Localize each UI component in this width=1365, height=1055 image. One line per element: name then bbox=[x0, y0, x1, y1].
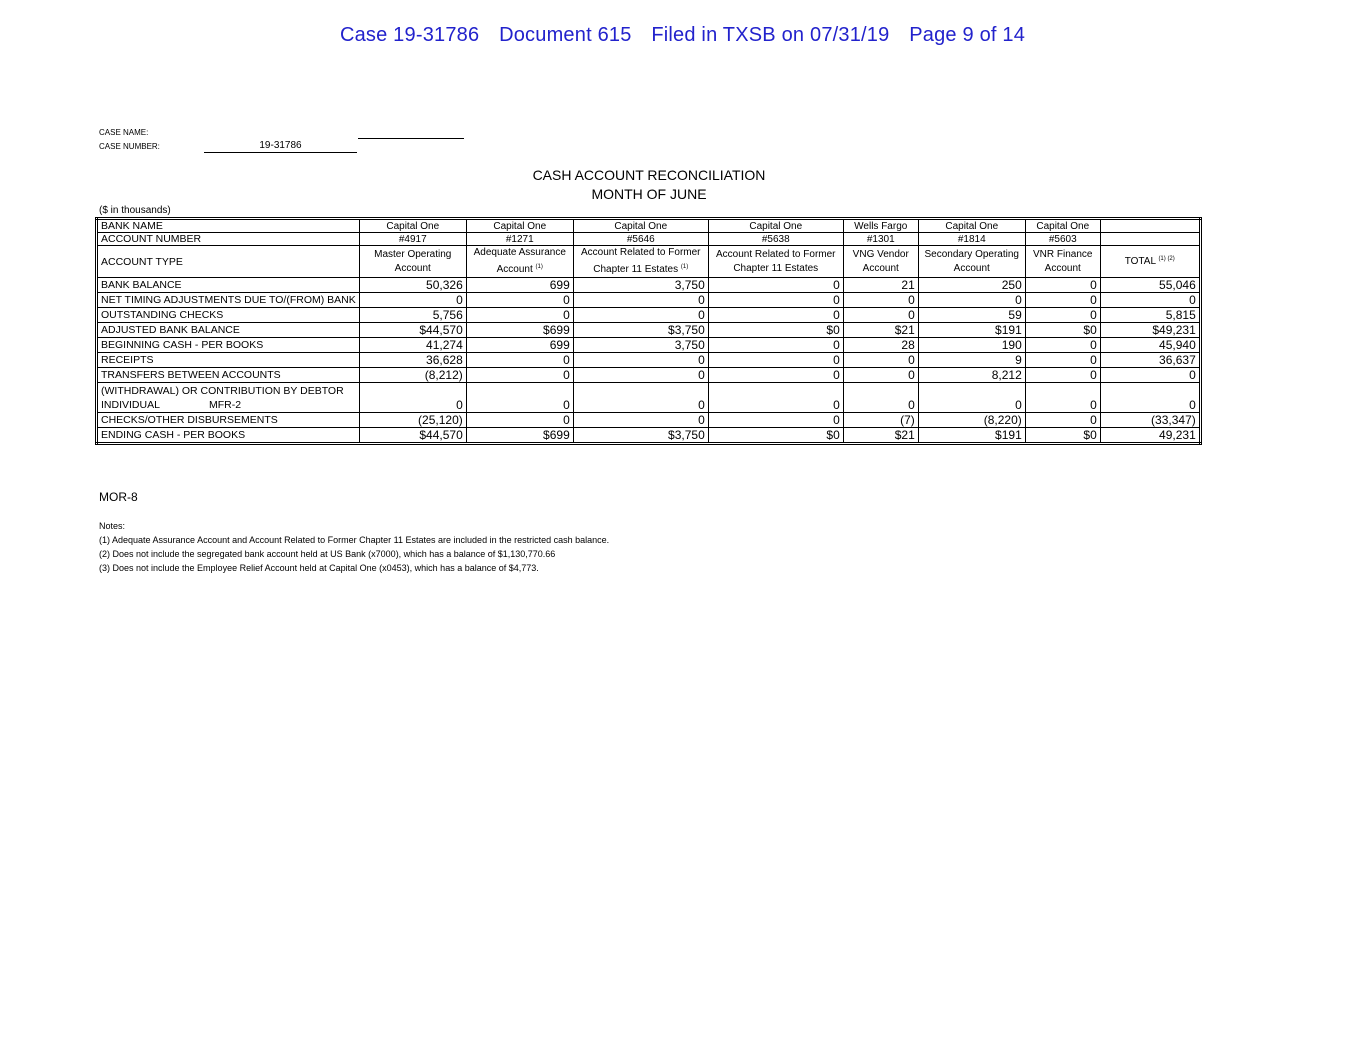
report-subtitle: MONTH OF JUNE bbox=[591, 186, 707, 202]
table-row bbox=[97, 323, 1201, 338]
row-label: ENDING CASH - PER BOOKS bbox=[97, 428, 360, 444]
value-cell: 0 bbox=[1025, 413, 1100, 428]
row-label: BANK NAME bbox=[97, 219, 360, 233]
value-cell: 0 bbox=[843, 368, 918, 383]
value-cell: $3,750 bbox=[573, 323, 708, 338]
table-row bbox=[97, 383, 1201, 413]
value-cell: 0 bbox=[1025, 368, 1100, 383]
table-row bbox=[97, 353, 1201, 368]
court-filing-stamp bbox=[0, 24, 1365, 47]
bank-name-cell: Capital One bbox=[466, 219, 573, 233]
document-id: Document 615 bbox=[499, 24, 632, 46]
value-cell: 36,628 bbox=[359, 353, 466, 368]
value-cell: 0 bbox=[466, 368, 573, 383]
case-number-label: CASE NUMBER: bbox=[99, 142, 160, 151]
value-cell: $699 bbox=[466, 323, 573, 338]
value-cell: $0 bbox=[1025, 323, 1100, 338]
report-title: CASH ACCOUNT RECONCILIATION bbox=[532, 167, 766, 183]
value-cell: $21 bbox=[843, 428, 918, 444]
account-number-row bbox=[97, 233, 1201, 246]
account-number-cell: #5638 bbox=[708, 233, 843, 246]
bank-name-cell: Capital One bbox=[918, 219, 1025, 233]
total-header-blank bbox=[1100, 233, 1200, 246]
value-cell: 3,750 bbox=[573, 278, 708, 293]
value-cell: 0 bbox=[1025, 278, 1100, 293]
value-cell: 0 bbox=[708, 293, 843, 308]
filed-info: Filed in TXSB on 07/31/19 bbox=[651, 24, 890, 46]
value-cell: $3,750 bbox=[573, 428, 708, 444]
value-cell: 250 bbox=[918, 278, 1025, 293]
row-label: OUTSTANDING CHECKS bbox=[97, 308, 360, 323]
notes-title: Notes: bbox=[99, 521, 126, 531]
note-3: (3) Does not include the Employee Relief Account held at Capital One (x0453), which has a balance of $4,773. bbox=[99, 563, 539, 573]
value-cell: 0 bbox=[843, 383, 918, 413]
row-label: NET TIMING ADJUSTMENTS DUE TO/(FROM) BANK bbox=[97, 293, 360, 308]
row-label: ADJUSTED BANK BALANCE bbox=[97, 323, 360, 338]
value-cell: 0 bbox=[843, 353, 918, 368]
value-cell: 0 bbox=[1025, 308, 1100, 323]
account-number-cell: #5603 bbox=[1025, 233, 1100, 246]
row-label: TRANSFERS BETWEEN ACCOUNTS bbox=[97, 368, 360, 383]
form-id: MOR-8 bbox=[99, 490, 138, 504]
account-type-cell: VNG Vendor Account bbox=[843, 246, 918, 278]
note-2: (2) Does not include the segregated bank account held at US Bank (x7000), which has a balance of $1,130,770.66 bbox=[99, 549, 556, 559]
value-cell: 0 bbox=[573, 293, 708, 308]
value-cell: 0 bbox=[1025, 383, 1100, 413]
value-cell: 21 bbox=[843, 278, 918, 293]
bank-name-cell: Wells Fargo bbox=[843, 219, 918, 233]
total-header: TOTAL $^{(1) (2)}$ bbox=[1100, 246, 1200, 278]
row-label: CHECKS/OTHER DISBURSEMENTS bbox=[97, 413, 360, 428]
value-cell: $699 bbox=[466, 428, 573, 444]
value-cell: 0 bbox=[466, 293, 573, 308]
value-cell: 8,212 bbox=[918, 368, 1025, 383]
row-label: (WITHDRAWAL) OR CONTRIBUTION BY DEBTOR INDIVIDUAL MFR-2 bbox=[97, 383, 360, 413]
bank-name-cell: Capital One bbox=[359, 219, 466, 233]
value-cell: 190 bbox=[918, 338, 1025, 353]
value-cell: 0 bbox=[573, 413, 708, 428]
case-number-value: 19-31786 bbox=[204, 140, 357, 153]
table-row bbox=[97, 428, 1201, 444]
value-cell: 0 bbox=[1025, 353, 1100, 368]
row-label: RECEIPTS bbox=[97, 353, 360, 368]
total-cell: $49,231 bbox=[1100, 323, 1200, 338]
value-cell: 0 bbox=[708, 383, 843, 413]
row-label: BANK BALANCE bbox=[97, 278, 360, 293]
value-cell: 0 bbox=[1025, 338, 1100, 353]
value-cell: $191 bbox=[918, 428, 1025, 444]
account-type-cell: VNR Finance Account bbox=[1025, 246, 1100, 278]
total-cell: 0 bbox=[1100, 293, 1200, 308]
value-cell: 0 bbox=[359, 293, 466, 308]
value-cell: 0 bbox=[466, 308, 573, 323]
row-label: ACCOUNT TYPE bbox=[97, 246, 360, 278]
total-cell: 49,231 bbox=[1100, 428, 1200, 444]
value-cell: 59 bbox=[918, 308, 1025, 323]
value-cell: 0 bbox=[466, 413, 573, 428]
value-cell: 28 bbox=[843, 338, 918, 353]
bank-name-cell: Capital One bbox=[1025, 219, 1100, 233]
value-cell: $191 bbox=[918, 323, 1025, 338]
page-indicator: Page 9 of 14 bbox=[909, 24, 1026, 46]
account-type-cell: Adequate Assurance Account $^{(1)}$ bbox=[466, 246, 573, 278]
value-cell: 0 bbox=[573, 353, 708, 368]
value-cell: $44,570 bbox=[359, 428, 466, 444]
total-cell: 5,815 bbox=[1100, 308, 1200, 323]
value-cell: 50,326 bbox=[359, 278, 466, 293]
note-1: (1) Adequate Assurance Account and Account Related to Former Chapter 11 Estates are included in the restricted cash balance. bbox=[99, 535, 610, 545]
account-type-cell: Account Related to Former Chapter 11 Estates bbox=[708, 246, 843, 278]
value-cell: 9 bbox=[918, 353, 1025, 368]
units-note: ($ in thousands) bbox=[99, 205, 171, 216]
value-cell: 0 bbox=[1025, 293, 1100, 308]
value-cell: 0 bbox=[843, 308, 918, 323]
value-cell: $0 bbox=[708, 428, 843, 444]
bank-name-cell: Capital One bbox=[573, 219, 708, 233]
account-type-cell: Master Operating Account bbox=[359, 246, 466, 278]
case-name-label: CASE NAME: bbox=[99, 128, 149, 137]
value-cell: 0 bbox=[359, 383, 466, 413]
value-cell: 0 bbox=[708, 413, 843, 428]
total-cell: 0 bbox=[1100, 368, 1200, 383]
total-header-blank bbox=[1100, 219, 1200, 233]
table-row bbox=[97, 308, 1201, 323]
value-cell: 699 bbox=[466, 338, 573, 353]
table-row bbox=[97, 278, 1201, 293]
row-label: BEGINNING CASH - PER BOOKS bbox=[97, 338, 360, 353]
value-cell: 0 bbox=[843, 293, 918, 308]
table-row bbox=[97, 368, 1201, 383]
total-cell: (33,347) bbox=[1100, 413, 1200, 428]
case-name-line bbox=[358, 138, 464, 139]
value-cell: 0 bbox=[466, 353, 573, 368]
footnote-ref: (1) bbox=[535, 264, 543, 270]
value-cell: 0 bbox=[918, 383, 1025, 413]
value-cell: 0 bbox=[708, 308, 843, 323]
account-type-cell: Account Related to Former Chapter 11 Estates $^{(1)}$ bbox=[573, 246, 708, 278]
value-cell: (7) bbox=[843, 413, 918, 428]
value-cell: (25,120) bbox=[359, 413, 466, 428]
value-cell: (8,220) bbox=[918, 413, 1025, 428]
value-cell: $21 bbox=[843, 323, 918, 338]
value-cell: 5,756 bbox=[359, 308, 466, 323]
value-cell: 3,750 bbox=[573, 338, 708, 353]
total-cell: 45,940 bbox=[1100, 338, 1200, 353]
bank-name-row bbox=[97, 219, 1201, 233]
value-cell: 0 bbox=[708, 278, 843, 293]
value-cell: $44,570 bbox=[359, 323, 466, 338]
row-label: ACCOUNT NUMBER bbox=[97, 233, 360, 246]
value-cell: 0 bbox=[573, 308, 708, 323]
value-cell: 699 bbox=[466, 278, 573, 293]
footnote-ref: (1) bbox=[680, 264, 689, 270]
value-cell: 41,274 bbox=[359, 338, 466, 353]
value-cell: 0 bbox=[573, 383, 708, 413]
account-type-row bbox=[97, 246, 1201, 278]
account-number-cell: #1814 bbox=[918, 233, 1025, 246]
bank-name-cell: Capital One bbox=[708, 219, 843, 233]
account-number-cell: #1271 bbox=[466, 233, 573, 246]
account-number-cell: #4917 bbox=[359, 233, 466, 246]
account-number-cell: #1301 bbox=[843, 233, 918, 246]
value-cell: $0 bbox=[708, 323, 843, 338]
value-cell: 0 bbox=[708, 353, 843, 368]
account-number-cell: #5646 bbox=[573, 233, 708, 246]
value-cell: (8,212) bbox=[359, 368, 466, 383]
total-cell: 0 bbox=[1100, 383, 1200, 413]
value-cell: 0 bbox=[573, 368, 708, 383]
table-row bbox=[97, 338, 1201, 353]
value-cell: 0 bbox=[466, 383, 573, 413]
total-cell: 55,046 bbox=[1100, 278, 1200, 293]
value-cell: $0 bbox=[1025, 428, 1100, 444]
value-cell: 0 bbox=[918, 293, 1025, 308]
reconciliation-table bbox=[95, 217, 1202, 445]
case-id: Case 19-31786 bbox=[339, 24, 480, 46]
table-row bbox=[97, 413, 1201, 428]
account-type-cell: Secondary Operating Account bbox=[918, 246, 1025, 278]
value-cell: 0 bbox=[708, 338, 843, 353]
footnote-ref: (1) (2) bbox=[1158, 256, 1175, 262]
total-cell: 36,637 bbox=[1100, 353, 1200, 368]
value-cell: 0 bbox=[708, 368, 843, 383]
table-row bbox=[97, 293, 1201, 308]
